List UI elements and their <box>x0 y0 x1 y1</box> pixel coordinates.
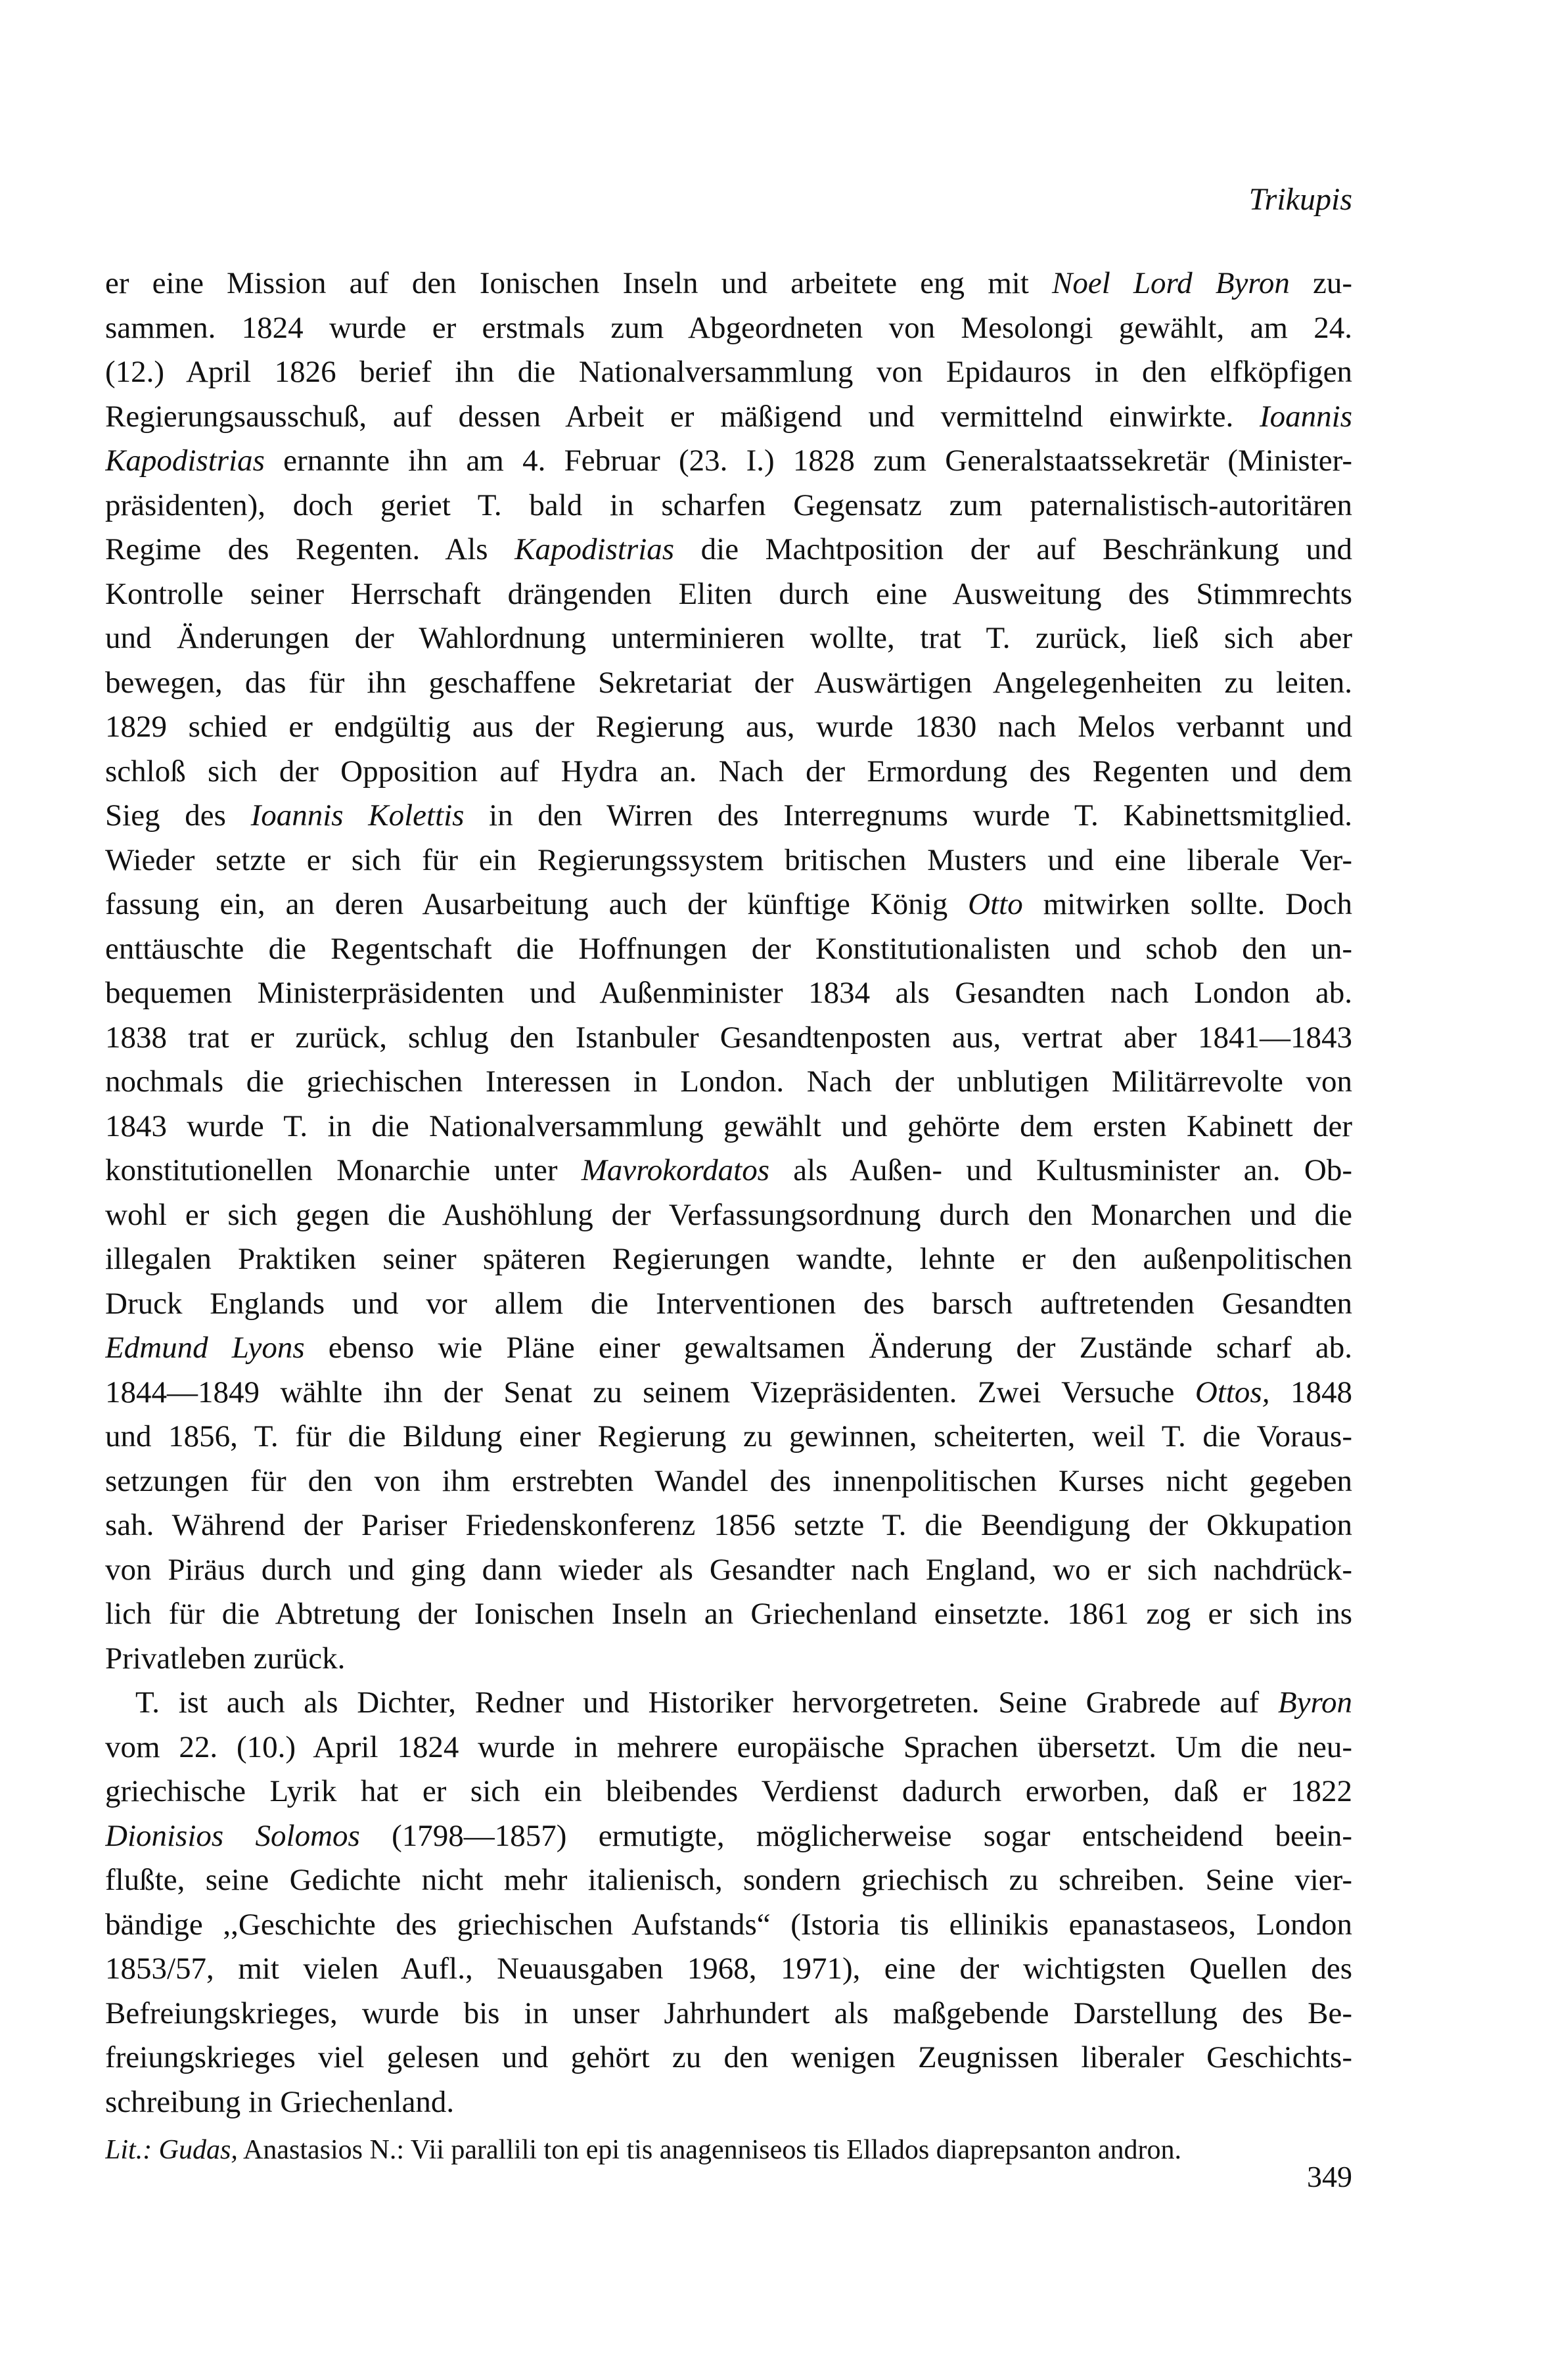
text-line <box>105 1814 1352 1859</box>
page-number: 349 <box>1307 2160 1352 2193</box>
text-segment: Regime des Regenten. Als <box>105 532 515 566</box>
text-segment: sah. Während der Pariser Friedenskonferenz 1856 setzte T. die Beendigung der Okkupation <box>105 1508 1352 1542</box>
text-line <box>105 1503 1352 1548</box>
running-head: Trikupis <box>1248 182 1352 217</box>
text-segment: enttäuschte die Regentschaft die Hoffnungen der Konstitutionalisten und schob den un- <box>105 931 1352 966</box>
text-line <box>105 1681 1352 1726</box>
text-segment: Sieg des <box>105 798 251 833</box>
text-segment: bequemen Ministerpräsidenten und Außenminister 1834 als Gesandten nach London ab. <box>105 976 1352 1010</box>
text-line <box>105 1105 1352 1149</box>
text-segment: Wieder setzte er sich für ein Regierungssystem britischen Musters und eine liberale Ver- <box>105 842 1352 877</box>
text-segment: er eine Mission auf den Ionischen Inseln und arbeitete eng mit <box>105 266 1053 300</box>
text-line <box>105 794 1352 838</box>
text-line <box>105 1459 1352 1504</box>
text-segment: Befreiungskrieges, wurde bis in unser Jahrhundert als maßgebende Darstellung des Be- <box>105 1996 1352 2030</box>
text-line <box>105 1548 1352 1593</box>
text-line <box>105 1726 1352 1770</box>
text-line <box>105 838 1352 883</box>
text-segment: lich für die Abtretung der Ionischen Inseln an Griechenland einsetzte. 1861 zog er sich ins <box>105 1597 1352 1631</box>
text-segment: Regierungsausschuß, auf dessen Arbeit er mäßigend und vermittelnd einwirkte. <box>105 399 1260 434</box>
literature-line <box>105 2128 1352 2173</box>
text-segment: (1798—1857) ermutigte, möglicherweise sogar entscheidend beein- <box>359 1818 1352 1853</box>
text-line <box>105 882 1352 927</box>
text-segment: (12.) April 1826 berief ihn die Nationalversammlung von Epidauros in den elfköpfigen <box>105 355 1352 389</box>
text-line <box>105 1637 1352 1682</box>
text-line <box>105 1149 1352 1193</box>
italic-name: Dionisios Solomos <box>105 1818 360 1853</box>
text-line <box>105 705 1352 750</box>
text-line <box>105 439 1352 484</box>
text-segment: die Machtposition der auf Beschränkung und <box>674 532 1352 566</box>
text-segment: wohl er sich gegen die Aushöhlung der Verfassungsordnung durch den Monarchen und die <box>105 1197 1352 1232</box>
text-line <box>105 750 1352 794</box>
body-text <box>105 262 1352 2173</box>
italic-name: Otto <box>968 887 1023 921</box>
text-line <box>105 528 1352 572</box>
text-segment: 1848 <box>1269 1375 1352 1409</box>
text-segment: in den Wirren des Interregnums wurde T. Kabinettsmitglied. <box>464 798 1352 833</box>
text-line <box>105 1371 1352 1415</box>
text-segment: setzungen für den von ihm erstrebten Wandel des innenpolitischen Kurses nicht gegeben <box>105 1463 1352 1498</box>
text-line <box>105 262 1352 306</box>
italic-name: Kapodistrias <box>105 444 265 478</box>
text-segment: bändige ,,Geschichte des griechischen Aufstands“ (Istoria tis ellinikis epanastaseos, London <box>105 1907 1352 1942</box>
text-segment: zu- <box>1289 266 1352 300</box>
text-line <box>105 1592 1352 1637</box>
italic-name: Lit.: Gudas, <box>105 2135 238 2165</box>
text-segment: Kontrolle seiner Herrschaft drängenden Eliten durch eine Ausweitung des Stimmrechts <box>105 576 1352 611</box>
text-line <box>105 1770 1352 1814</box>
text-segment: sammen. 1824 wurde er erstmals zum Abgeordneten von Mesolongi gewählt, am 24. <box>105 310 1352 345</box>
text-segment: 1829 schied er endgültig aus der Regierung aus, wurde 1830 nach Melos verbannt und <box>105 710 1352 744</box>
text-line <box>105 2080 1352 2125</box>
text-line <box>105 616 1352 661</box>
text-segment: Anastasios N.: Vii parallili ton epi tis anagenniseos tis Ellados diaprepsanton andron. <box>237 2135 1182 2165</box>
text-segment: fassung ein, an deren Ausarbeitung auch der künftige König <box>105 887 969 921</box>
text-line <box>105 1858 1352 1903</box>
italic-name: Ioannis <box>1260 399 1352 434</box>
text-line <box>105 1992 1352 2036</box>
text-segment: T. ist auch als Dichter, Redner und Historiker hervorgetreten. Seine Grabrede auf <box>135 1685 1278 1720</box>
text-segment: und Änderungen der Wahlordnung unterminieren wollte, trat T. zurück, ließ sich aber <box>105 621 1352 655</box>
text-line <box>105 1193 1352 1238</box>
text-segment: mitwirken sollte. Doch <box>1022 887 1352 921</box>
text-line <box>105 1016 1352 1061</box>
italic-name: Edmund Lyons <box>105 1331 305 1365</box>
text-segment: von Piräus durch und ging dann wieder als Gesandter nach England, wo er sich nachdrück- <box>105 1552 1352 1587</box>
italic-name: Ottos, <box>1195 1375 1270 1409</box>
text-line <box>105 350 1352 395</box>
text-line <box>105 395 1352 440</box>
text-segment: und 1856, T. für die Bildung einer Regierung zu gewinnen, scheiterten, weil T. die Voraus- <box>105 1419 1352 1453</box>
text-line <box>105 971 1352 1016</box>
italic-name: Mavrokordatos <box>581 1153 770 1187</box>
text-segment: vom 22. (10.) April 1824 wurde in mehrere europäische Sprachen übersetzt. Um die neu- <box>105 1729 1352 1764</box>
text-line <box>105 661 1352 706</box>
text-segment: schreibung in Griechenland. <box>105 2084 455 2119</box>
italic-name: Kapodistrias <box>514 532 675 566</box>
text-line <box>105 2036 1352 2080</box>
text-line <box>105 1060 1352 1105</box>
text-segment: als Außen- und Kultusminister an. Ob- <box>769 1153 1352 1187</box>
text-segment: Druck Englands und vor allem die Interventionen des barsch auftretenden Gesandten <box>105 1286 1352 1321</box>
text-segment: 1838 trat er zurück, schlug den Istanbuler Gesandtenposten aus, vertrat aber 1841—1843 <box>105 1020 1352 1055</box>
text-segment: flußte, seine Gedichte nicht mehr italienisch, sondern griechisch zu schreiben. Seine vier- <box>105 1863 1352 1897</box>
text-segment: 1843 wurde T. in die Nationalversammlung gewählt und gehörte dem ersten Kabinett der <box>105 1109 1352 1143</box>
text-segment: freiungskrieges viel gelesen und gehört zu den wenigen Zeugnissen liberaler Geschichts- <box>105 2040 1352 2074</box>
text-line <box>105 927 1352 972</box>
text-segment: ernannte ihn am 4. Februar (23. I.) 1828 zum Generalstaatssekretär (Minister- <box>264 444 1352 478</box>
text-segment: bewegen, das für ihn geschaffene Sekretariat der Auswärtigen Angelegenheiten zu leiten. <box>105 665 1352 700</box>
italic-name: Ioannis Kolettis <box>250 798 465 833</box>
text-segment: 1853/57, mit vielen Aufl., Neuausgaben 1968, 1971), eine der wichtigsten Quellen des <box>105 1952 1352 1986</box>
text-line <box>105 306 1352 351</box>
text-segment: nochmals die griechischen Interessen in London. Nach der unblutigen Militärrevolte von <box>105 1064 1352 1099</box>
text-line <box>105 1326 1352 1371</box>
text-line <box>105 572 1352 617</box>
text-line <box>105 1282 1352 1327</box>
text-segment: konstitutionellen Monarchie unter <box>105 1153 582 1187</box>
text-segment: 1844—1849 wählte ihn der Senat zu seinem Vizepräsidenten. Zwei Versuche <box>105 1375 1195 1409</box>
text-segment: ebenso wie Pläne einer gewaltsamen Änderung der Zustände scharf ab. <box>304 1331 1352 1365</box>
text-line <box>105 484 1352 528</box>
text-segment: schloß sich der Opposition auf Hydra an. Nach der Ermordung des Regenten und dem <box>105 754 1352 789</box>
text-segment: präsidenten), doch geriet T. bald in scharfen Gegensatz zum paternalistisch-autoritären <box>105 488 1352 522</box>
text-line <box>105 1947 1352 1992</box>
italic-name: Noel Lord Byron <box>1052 266 1290 300</box>
text-segment: griechische Lyrik hat er sich ein bleibendes Verdienst dadurch erworben, daß er 1822 <box>105 1774 1352 1808</box>
text-segment: Privatleben zurück. <box>105 1641 346 1676</box>
italic-name: Byron <box>1277 1685 1352 1720</box>
text-line <box>105 1903 1352 1948</box>
text-line <box>105 1237 1352 1282</box>
text-line <box>105 1415 1352 1459</box>
text-segment: illegalen Praktiken seiner späteren Regierungen wandte, lehnte er den außenpolitischen <box>105 1242 1352 1276</box>
